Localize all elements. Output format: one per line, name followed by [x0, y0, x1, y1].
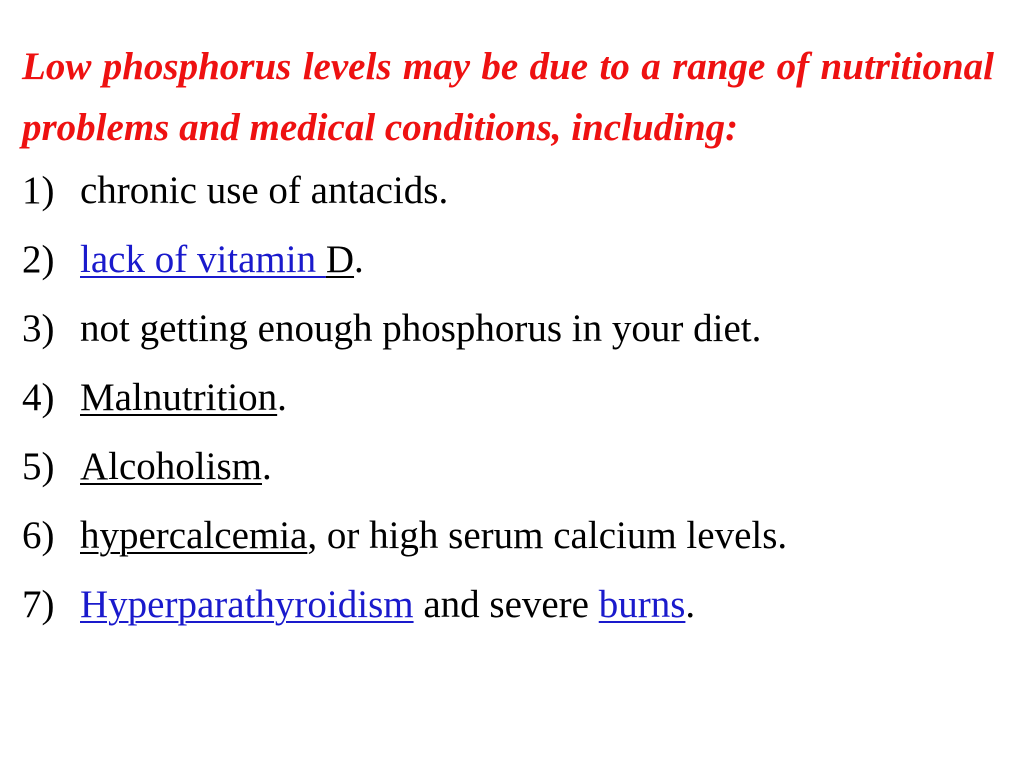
- list-item-number: 3): [22, 307, 55, 350]
- list-item-text: [80, 513, 787, 558]
- list-item-text: [80, 444, 272, 489]
- list-item-text: [80, 582, 695, 627]
- list-item: [22, 375, 994, 444]
- plain-text: .: [354, 238, 364, 281]
- underlined-text: Malnutrition: [80, 376, 278, 419]
- list-item-number: 1): [22, 169, 55, 212]
- list-item-text: [80, 237, 364, 282]
- plain-text: .: [685, 583, 696, 626]
- slide: [22, 36, 994, 651]
- list-item: [22, 444, 994, 513]
- hyperlink[interactable]: Hyperparathyroidism: [80, 583, 414, 626]
- plain-text: chronic use of antacids.: [80, 169, 449, 212]
- list-item-number: 6): [22, 514, 55, 557]
- plain-text: not getting enough phosphorus in your diet.: [80, 307, 762, 350]
- list-item: [22, 306, 994, 375]
- causes-list: [22, 168, 994, 651]
- list-item: [22, 513, 994, 582]
- underlined-text: D: [325, 238, 355, 281]
- list-item: [22, 168, 994, 237]
- list-item-text: [80, 375, 287, 420]
- hyperlink[interactable]: lack of vitamin: [80, 238, 326, 281]
- list-item-number: 5): [22, 445, 55, 488]
- underlined-text: hypercalcemia: [80, 514, 308, 557]
- list-item: [22, 582, 994, 651]
- plain-text: , or high serum calcium levels.: [307, 514, 788, 557]
- list-item-text: [80, 168, 448, 213]
- plain-text: and severe: [413, 583, 599, 626]
- list-item-number: 4): [22, 376, 55, 419]
- list-item-text: [80, 306, 761, 351]
- list-item: [22, 237, 994, 306]
- plain-text: .: [277, 376, 287, 419]
- intro-heading: Low phosphorus levels may be due to a range of nutritional problems and medical conditions, including:: [22, 45, 994, 149]
- list-item-number: 7): [22, 583, 55, 626]
- hyperlink[interactable]: burns: [598, 583, 686, 626]
- list-item-number: 2): [22, 238, 55, 281]
- underlined-text: Alcoholism: [80, 445, 262, 488]
- plain-text: .: [262, 445, 272, 488]
